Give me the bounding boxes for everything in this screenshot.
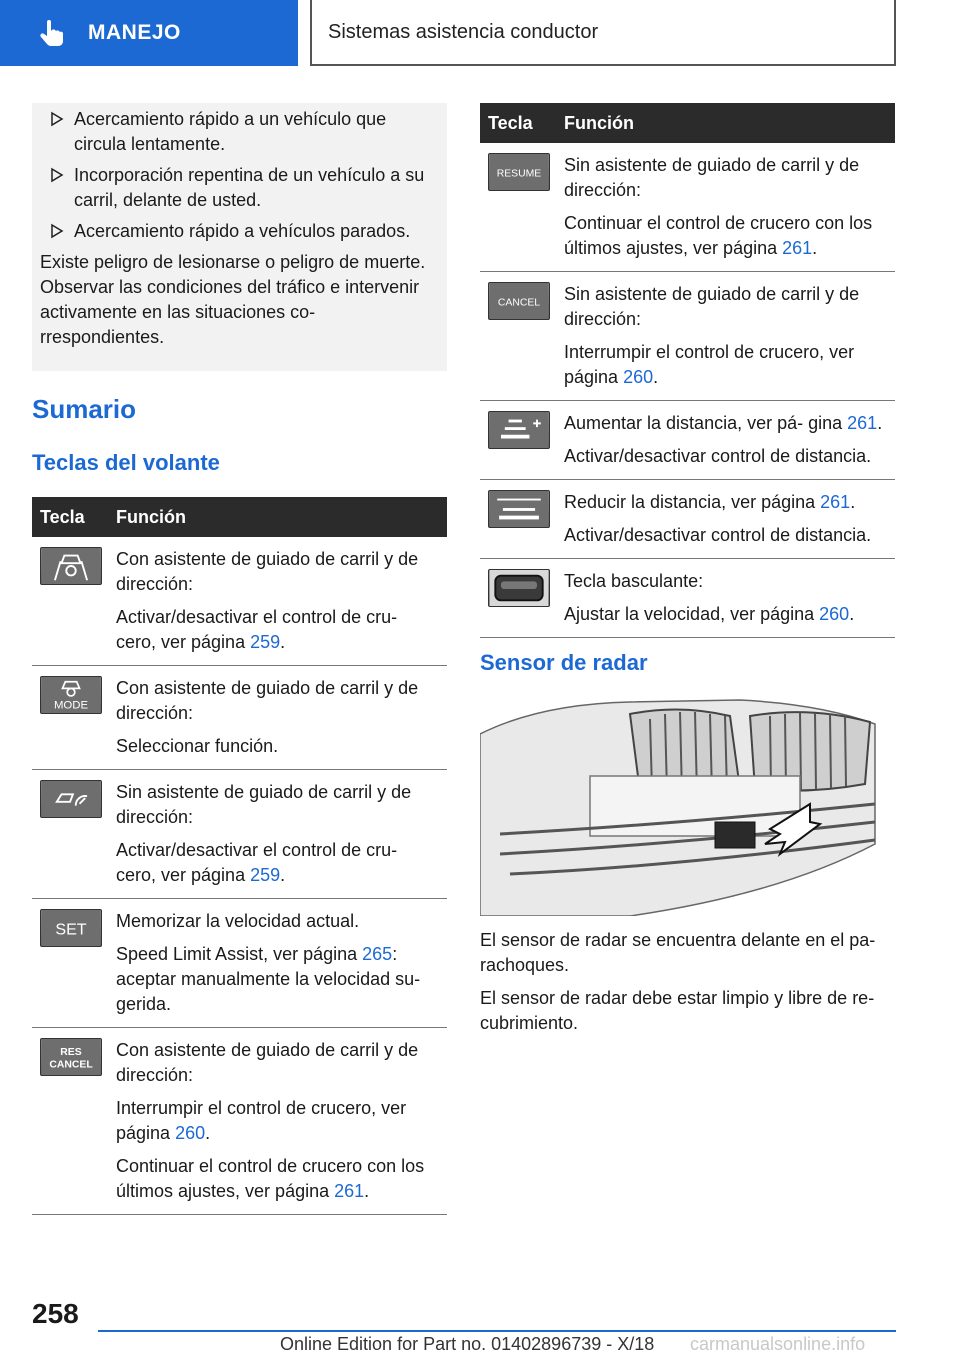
row-text: Activar/desactivar control de distancia. — [564, 525, 872, 545]
page-link[interactable]: 260 — [175, 1123, 206, 1143]
svg-text:RES: RES — [60, 1047, 82, 1059]
footer-divider — [98, 1330, 896, 1332]
svg-text:SET: SET — [55, 920, 87, 939]
page-link[interactable]: 261 — [782, 238, 813, 258]
steering-keys-table — [32, 497, 447, 1215]
heading-teclas: Teclas del volante — [32, 450, 220, 475]
svg-text:CANCEL: CANCEL — [497, 297, 541, 309]
table-row — [480, 480, 895, 559]
table-row — [480, 559, 895, 638]
distance-increase-icon — [488, 411, 550, 449]
row-text: Interrumpir el control de crucero, ver página 260. — [564, 342, 855, 387]
page-link[interactable]: 260 — [819, 604, 850, 624]
bullet-triangle-icon — [50, 111, 64, 127]
row-text: Con asistente de guiado de carril y de dirección: — [116, 549, 419, 594]
chapter-title: Sistemas asistencia conductor — [328, 20, 599, 43]
table-row — [480, 401, 895, 480]
table-row — [32, 666, 447, 770]
row-text: Aumentar la distancia, ver pá- gina 261. — [564, 413, 883, 433]
row-text: Ajustar la velocidad, ver página 260. — [564, 604, 855, 624]
section-title: MANEJO — [88, 21, 181, 44]
page-number: 258 — [32, 1298, 79, 1329]
page-link[interactable]: 259 — [250, 865, 281, 885]
warning-bullet: Acercamiento rápido a un vehículo que circula lentamente. — [40, 107, 439, 157]
rocker-switch-icon — [488, 569, 550, 607]
res-cancel-key-icon — [40, 1038, 102, 1076]
table-row — [480, 272, 895, 401]
row-text: Reducir la distancia, ver página 261. — [564, 492, 856, 512]
warning-paragraph: Existe peligro de lesionarse o peligro de muerte. Observar las condiciones del tráfico e intervenir activamente en las situaciones co- rrespondientes. — [40, 252, 426, 347]
warning-box — [32, 103, 447, 371]
heading-radar: Sensor de radar — [480, 650, 648, 675]
row-text: Sin asistente de guiado de carril y de dirección: — [564, 284, 860, 329]
page-link[interactable]: 260 — [623, 367, 654, 387]
table-row — [32, 537, 447, 666]
column-header-key: Tecla — [480, 103, 556, 143]
radar-paragraph: El sensor de radar se encuentra delante en el pa- rachoques. — [480, 930, 876, 975]
radar-sensor-illustration — [480, 694, 880, 916]
cruise-control-icon — [40, 780, 102, 818]
page-link[interactable]: 265 — [362, 944, 393, 964]
radar-paragraph: El sensor de radar debe estar limpio y libre de re- cubrimiento. — [480, 988, 875, 1033]
section-tab — [0, 0, 298, 66]
hand-icon — [38, 19, 66, 47]
edition-text: Online Edition for Part no. 01402896739 - X/18 — [280, 1334, 655, 1354]
page-link[interactable]: 261 — [847, 413, 878, 433]
svg-text:RESUME: RESUME — [496, 168, 542, 180]
row-text: Sin asistente de guiado de carril y de dirección: — [564, 155, 860, 200]
row-text: Activar/desactivar el control de cru- cero, ver página 259. — [116, 607, 398, 652]
table-row — [32, 1028, 447, 1215]
steering-keys-table-continued — [480, 103, 895, 638]
table-row — [480, 143, 895, 272]
table-row — [32, 770, 447, 899]
column-header-key: Tecla — [32, 497, 108, 537]
watermark: carmanualsonline.info — [690, 1334, 866, 1354]
row-text: Tecla basculante: — [564, 571, 704, 591]
warning-bullet: Acercamiento rápido a vehículos parados. — [40, 219, 439, 244]
chapter-header — [310, 0, 896, 66]
row-text: Speed Limit Assist, ver página 265: aceptar manualmente la velocidad su- gerida. — [116, 944, 421, 1014]
column-header-function: Función — [556, 103, 895, 143]
table-row — [32, 899, 447, 1028]
row-text: Activar/desactivar el control de cru- cero, ver página 259. — [116, 840, 398, 885]
row-text: Interrumpir el control de crucero, ver página 260. — [116, 1098, 407, 1143]
page-header — [0, 0, 960, 66]
row-text: Memorizar la velocidad actual. — [116, 911, 360, 931]
page-link[interactable]: 259 — [250, 632, 281, 652]
distance-decrease-icon — [488, 490, 550, 528]
warning-bullet: Incorporación repentina de un vehículo a su carril, delante de usted. — [40, 163, 439, 213]
page-link[interactable]: 261 — [334, 1181, 365, 1201]
radar-description — [480, 928, 896, 1036]
row-text: Continuar el control de crucero con los últimos ajustes, ver página 261. — [564, 213, 873, 258]
set-key-icon — [40, 909, 102, 947]
row-text: Con asistente de guiado de carril y de dirección: — [116, 678, 419, 723]
row-text: Con asistente de guiado de carril y de dirección: — [116, 1040, 419, 1085]
page-link[interactable]: 261 — [820, 492, 851, 512]
row-text: Activar/desactivar control de distancia. — [564, 446, 872, 466]
cancel-key-icon — [488, 282, 550, 320]
column-header-function: Función — [108, 497, 447, 537]
mode-key-icon — [40, 676, 102, 714]
resume-key-icon — [488, 153, 550, 191]
svg-text:CANCEL: CANCEL — [49, 1059, 93, 1071]
warning-list — [40, 107, 439, 244]
heading-sumario: Sumario — [32, 394, 137, 424]
row-text: Seleccionar función. — [116, 736, 279, 756]
bullet-triangle-icon — [50, 167, 64, 183]
row-text: Continuar el control de crucero con los últimos ajustes, ver página 261. — [116, 1156, 425, 1201]
svg-text:MODE: MODE — [53, 699, 89, 712]
lane-assist-steering-icon — [40, 547, 102, 585]
row-text: Sin asistente de guiado de carril y de dirección: — [116, 782, 412, 827]
bullet-triangle-icon — [50, 223, 64, 239]
